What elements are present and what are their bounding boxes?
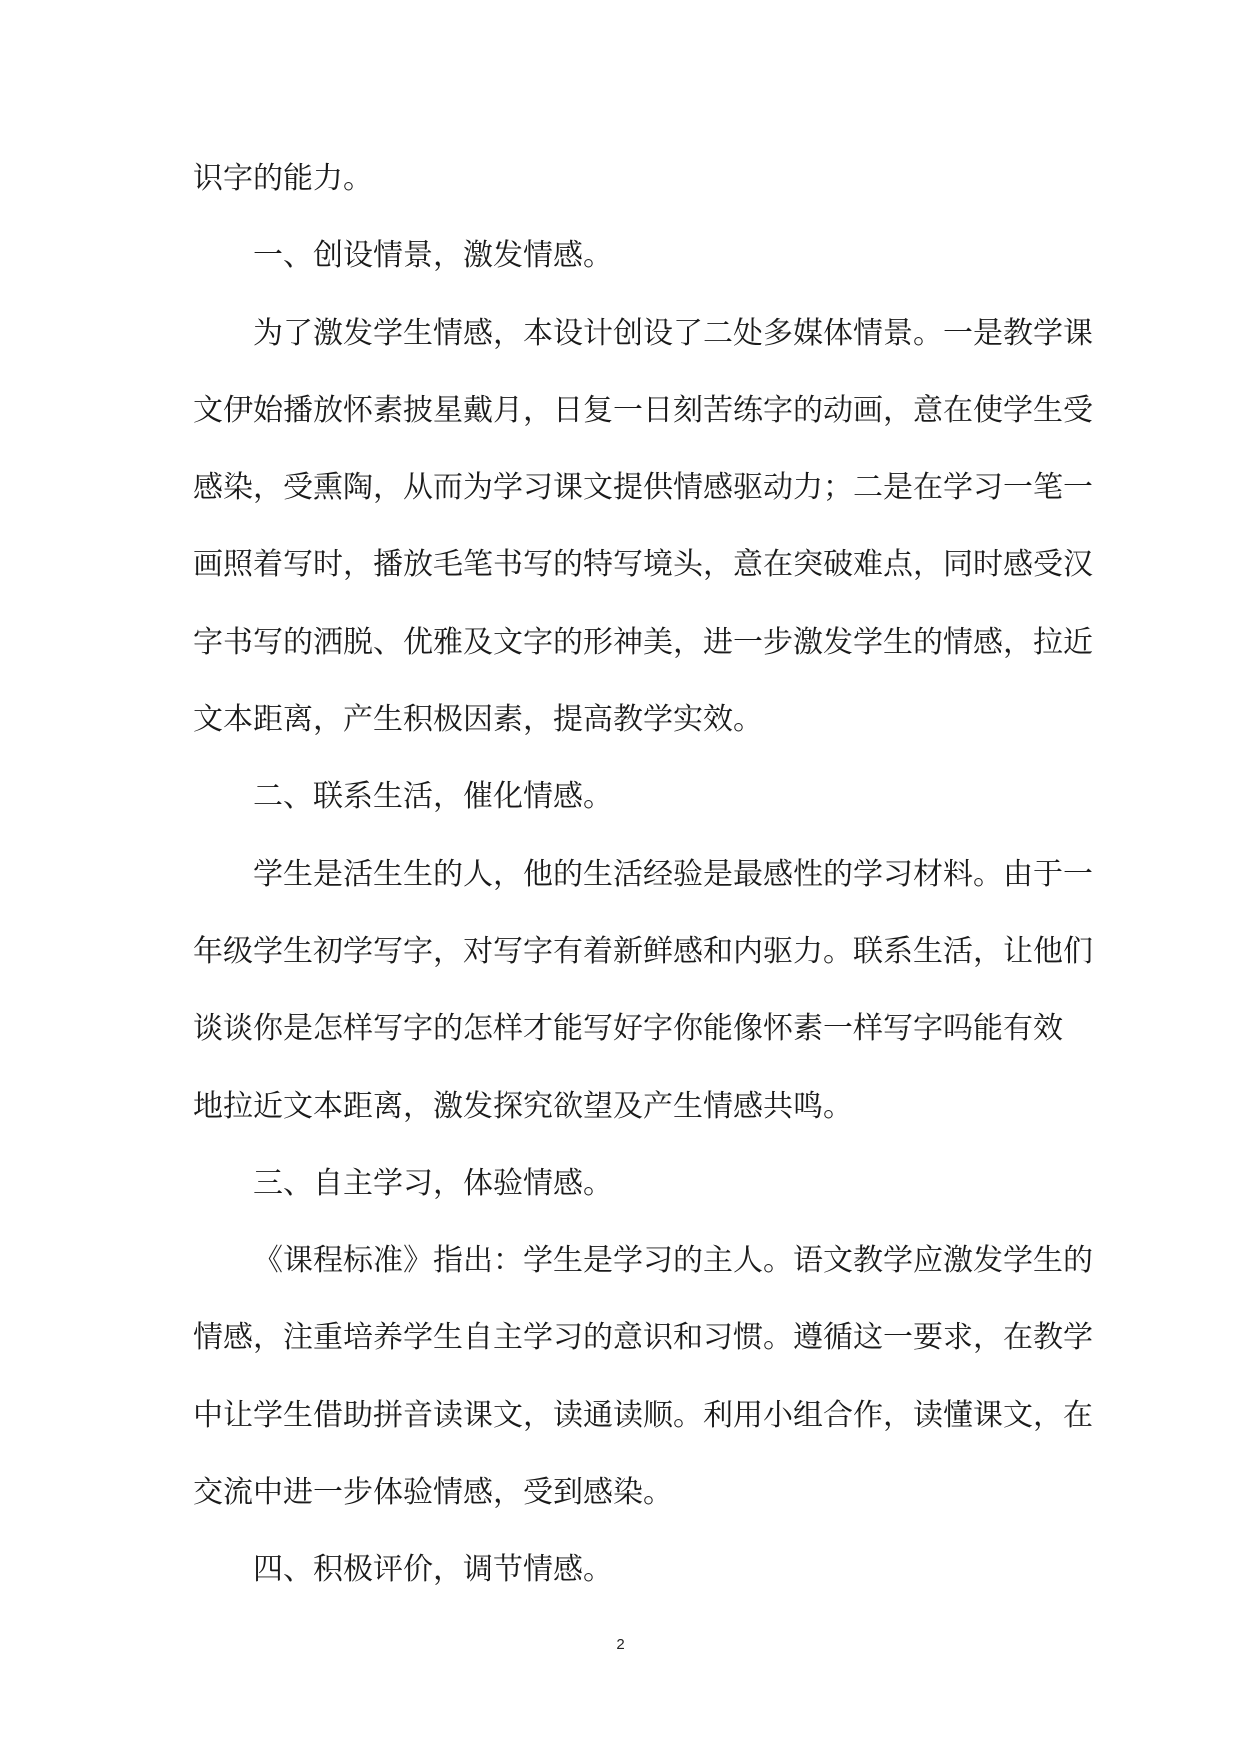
page-number: 2 — [616, 1636, 625, 1653]
text-line: 中让学生借助拼音读课文，读通读顺。利用小组合作，读懂课文，在 — [193, 1397, 1093, 1433]
text-line: 感染，受熏陶，从而为学习课文提供情感驱动力；二是在学习一笔一 — [193, 470, 1093, 506]
section-heading: 四、积极评价，调节情感。 — [253, 1552, 613, 1588]
section-heading: 二、联系生活，催化情感。 — [253, 779, 613, 815]
text-line: 情感，注重培养学生自主学习的意识和习惯。遵循这一要求，在教学 — [193, 1320, 1093, 1356]
text-line: 《课程标准》指出：学生是学习的主人。语文教学应激发学生的 — [253, 1243, 1093, 1279]
text-line: 交流中进一步体验情感，受到感染。 — [193, 1475, 673, 1511]
document-body — [193, 140, 1093, 1609]
text-line: 文本距离，产生积极因素，提高教学实效。 — [193, 702, 763, 738]
text-line: 为了激发学生情感，本设计创设了二处多媒体情景。一是教学课 — [253, 315, 1093, 351]
text-line: 字书写的洒脱、优雅及文字的形神美，进一步激发学生的情感，拉近 — [193, 624, 1093, 660]
section-heading: 三、自主学习，体验情感。 — [253, 1165, 613, 1201]
text-line: 文伊始播放怀素披星戴月，日复一日刻苦练字的动画，意在使学生受 — [193, 392, 1093, 428]
text-line: 地拉近文本距离，激发探究欲望及产生情感共鸣。 — [193, 1088, 853, 1124]
text-line: 学生是活生生的人，他的生活经验是最感性的学习材料。由于一 — [253, 856, 1093, 892]
section-heading: 一、创设情景，激发情感。 — [253, 238, 613, 274]
text-line: 谈谈你是怎样写字的怎样才能写好字你能像怀素一样写字吗能有效 — [193, 1011, 1063, 1047]
text-line: 画照着写时，播放毛笔书写的特写境头，意在突破难点，同时感受汉 — [193, 547, 1093, 583]
text-line: 年级学生初学写字，对写字有着新鲜感和内驱力。联系生活，让他们 — [193, 933, 1093, 969]
text-line: 识字的能力。 — [193, 161, 373, 196]
